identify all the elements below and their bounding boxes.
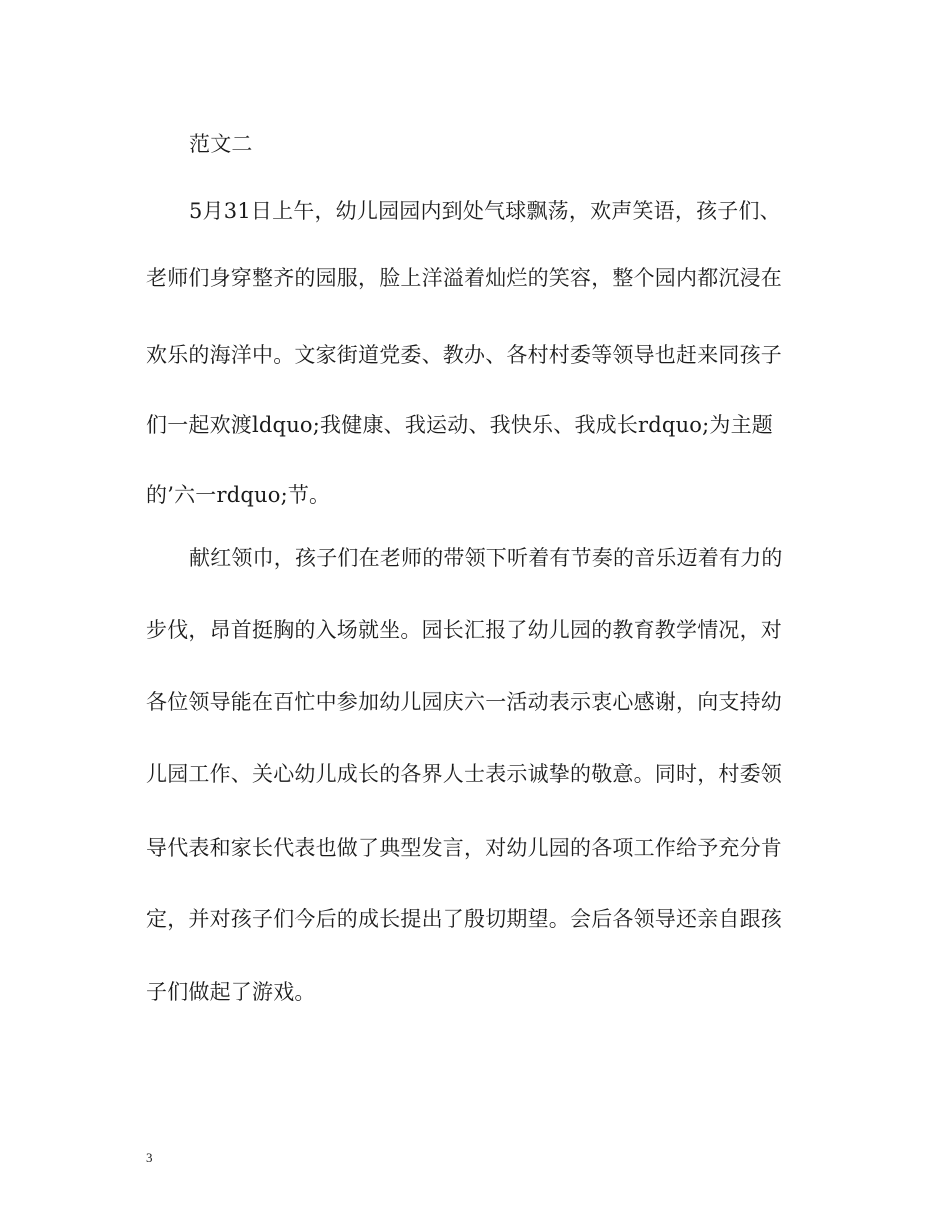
paragraph-2-line-3: 各位领导能在百忙中参加幼儿园庆六一活动表示衷心感谢，向支持幼 — [146, 690, 782, 714]
paragraph-2-line-4: 儿园工作、关心幼儿成长的各界人士表示诚挚的敬意。同时，村委领 — [146, 762, 782, 786]
paragraph-2-line-2: 步伐，昂首挺胸的入场就坐。园长汇报了幼儿园的教育教学情况，对 — [146, 618, 782, 642]
paragraph-1-line-4: 们一起欢渡ldquo;我健康、我运动、我快乐、我成长rdquo;为主题 — [146, 413, 774, 437]
paragraph-1-line-2: 老师们身穿整齐的园服，脸上洋溢着灿烂的笑容，整个园内都沉浸在 — [146, 266, 782, 290]
paragraph-1-line-1: 5月31日上午，幼儿园园内到处气球飘荡，欢声笑语，孩子们、 — [189, 199, 781, 223]
paragraph-2-line-1: 献红领巾，孩子们在老师的带领下听着有节奏的音乐迈着有力的 — [189, 546, 783, 570]
paragraph-2-line-5: 导代表和家长代表也做了典型发言，对幼儿园的各项工作给予充分肯 — [146, 836, 782, 860]
paragraph-2-line-7: 子们做起了游戏。 — [146, 980, 316, 1004]
page-number: 3 — [146, 1150, 153, 1165]
paragraph-1-line-5: 的’六一rdquo;节。 — [146, 483, 331, 507]
paragraph-1-line-3: 欢乐的海洋中。文家街道党委、教办、各村村委等领导也赶来同孩子 — [146, 343, 782, 367]
paragraph-2-line-6: 定，并对孩子们今后的成长提出了殷切期望。会后各领导还亲自跟孩 — [146, 907, 782, 931]
section-heading: 范文二 — [189, 132, 253, 156]
